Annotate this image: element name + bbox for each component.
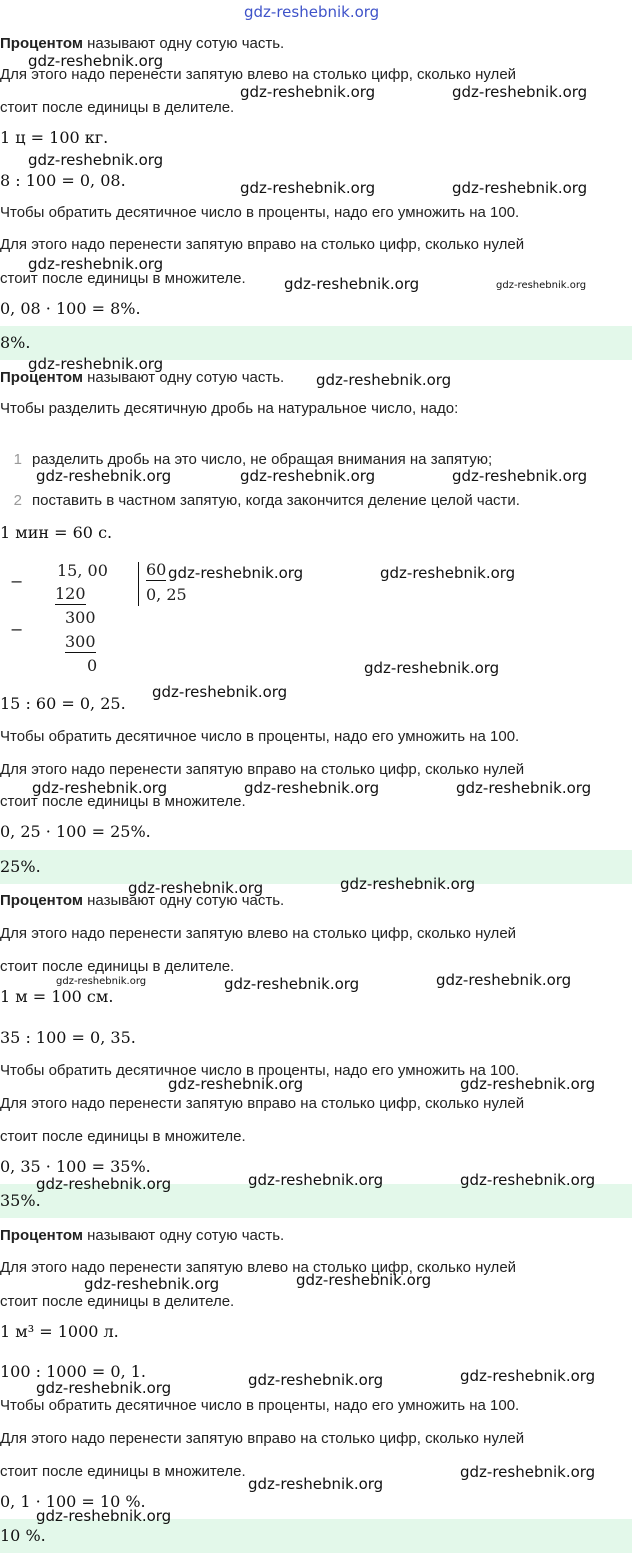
minus-sign: − bbox=[10, 620, 24, 639]
watermark: gdz-reshebnik.org bbox=[32, 779, 168, 797]
watermark: gdz-reshebnik.org bbox=[36, 1175, 172, 1193]
watermark: gdz-reshebnik.org bbox=[248, 1171, 384, 1189]
answer: 25%. bbox=[0, 857, 41, 876]
formula: 0, 1 · 100 = 10 %. bbox=[0, 1492, 146, 1511]
watermark: gdz-reshebnik.org bbox=[436, 971, 572, 989]
answer: 8%. bbox=[0, 333, 31, 352]
text-line: Чтобы обратить десятичное число в проценты, надо его умножить на 100. bbox=[0, 204, 520, 221]
watermark: gdz-reshebnik.org bbox=[460, 1075, 596, 1093]
watermark: gdz-reshebnik.org bbox=[248, 1475, 384, 1493]
formula: 0, 08 · 100 = 8%. bbox=[0, 299, 141, 318]
subtrahend: 300 bbox=[65, 632, 96, 651]
watermark: gdz-reshebnik.org bbox=[168, 564, 304, 582]
text-line: Для этого надо перенести запятую вправо на столько цифр, сколько нулей bbox=[0, 1430, 525, 1447]
text-line: Для этого надо перенести запятую вправо на столько цифр, сколько нулей bbox=[0, 1095, 525, 1112]
watermark: gdz-reshebnik.org bbox=[36, 467, 172, 485]
watermark: gdz-reshebnik.org bbox=[36, 1507, 172, 1525]
watermark: gdz-reshebnik.org bbox=[128, 879, 264, 897]
watermark: gdz-reshebnik.org bbox=[36, 1379, 172, 1397]
watermark: gdz-reshebnik.org bbox=[296, 1271, 432, 1289]
watermark: gdz-reshebnik.org bbox=[28, 355, 164, 373]
watermark: gdz-reshebnik.org bbox=[224, 975, 360, 993]
unit-conversion: 1 ц = 100 кг. bbox=[0, 128, 109, 147]
watermark: gdz-reshebnik.org bbox=[452, 467, 588, 485]
list-item: 1 разделить дробь на это число, не обращая внимания на запятую; bbox=[13, 451, 493, 468]
unit-conversion: 1 м³ = 1000 л. bbox=[0, 1322, 119, 1341]
watermark: gdz-reshebnik.org bbox=[152, 683, 288, 701]
text-line: стоит после единицы в делителе. bbox=[0, 99, 235, 116]
divisor: 60 bbox=[146, 560, 167, 579]
text-line: стоит после единицы в множителе. bbox=[0, 270, 246, 287]
formula: 100 : 1000 = 0, 1. bbox=[0, 1362, 147, 1381]
text-line: Чтобы обратить десятичное число в проценты, надо его умножить на 100. bbox=[0, 728, 520, 745]
watermark: gdz-reshebnik.org bbox=[28, 151, 164, 169]
text-line: Чтобы разделить десятичную дробь на натуральное число, надо: bbox=[0, 400, 459, 417]
dividend: 15, 00 bbox=[57, 561, 108, 580]
watermark: gdz-reshebnik.org bbox=[28, 52, 164, 70]
text-line: стоит после единицы в делителе. bbox=[0, 1293, 235, 1310]
list-item: 2 поставить в частном запятую, когда закончится деление целой части. bbox=[13, 492, 520, 509]
watermark: gdz-reshebnik.org bbox=[240, 467, 376, 485]
watermark: gdz-reshebnik.org bbox=[28, 255, 164, 273]
watermark: gdz-reshebnik.org bbox=[452, 83, 588, 101]
division-bar bbox=[138, 562, 139, 606]
text-line: Для этого надо перенести запятую влево на столько цифр, сколько нулей bbox=[0, 1259, 517, 1276]
text-line: стоит после единицы в делителе. bbox=[0, 958, 235, 975]
formula: 8 : 100 = 0, 08. bbox=[0, 171, 126, 190]
watermark: gdz-reshebnik.org bbox=[340, 875, 476, 893]
text-line: Чтобы обратить десятичное число в проценты, надо его умножить на 100. bbox=[0, 1062, 520, 1079]
watermark: gdz-reshebnik.org bbox=[460, 1367, 596, 1385]
answer-band bbox=[0, 850, 632, 884]
watermark: gdz-reshebnik.org bbox=[240, 83, 376, 101]
percent-definition: Процентом называют одну сотую часть. bbox=[0, 892, 285, 909]
watermark: gdz-reshebnik.org bbox=[248, 1371, 384, 1389]
answer: 10 %. bbox=[0, 1526, 46, 1545]
remainder: 300 bbox=[65, 608, 96, 627]
remainder: 0 bbox=[87, 656, 98, 675]
watermark: gdz-reshebnik.org bbox=[284, 275, 420, 293]
watermark: gdz-reshebnik.org bbox=[56, 976, 147, 987]
watermark: gdz-reshebnik.org bbox=[168, 1075, 304, 1093]
watermark: gdz-reshebnik.org bbox=[244, 779, 380, 797]
watermark: gdz-reshebnik.org bbox=[316, 371, 452, 389]
percent-definition: Процентом называют одну сотую часть. bbox=[0, 1227, 285, 1244]
text-line: Для этого надо перенести запятую влево на столько цифр, сколько нулей bbox=[0, 66, 517, 83]
text-line: стоит после единицы в множителе. bbox=[0, 1128, 246, 1145]
formula: 35 : 100 = 0, 35. bbox=[0, 1028, 136, 1047]
text-line: стоит после единицы в множителе. bbox=[0, 793, 246, 810]
watermark: gdz-reshebnik.org bbox=[496, 280, 587, 291]
watermark: gdz-reshebnik.org bbox=[456, 779, 592, 797]
formula: 0, 25 · 100 = 25%. bbox=[0, 822, 151, 841]
watermark: gdz-reshebnik.org bbox=[84, 1275, 220, 1293]
watermark-top: gdz-reshebnik.org bbox=[244, 3, 380, 21]
text-line: Для этого надо перенести запятую вправо на столько цифр, сколько нулей bbox=[0, 236, 525, 253]
text-line: Для этого надо перенести запятую вправо на столько цифр, сколько нулей bbox=[0, 761, 525, 778]
text-line: стоит после единицы в множителе. bbox=[0, 1463, 246, 1480]
watermark: gdz-reshebnik.org bbox=[380, 564, 516, 582]
percent-definition: Процентом называют одну сотую часть. bbox=[0, 369, 285, 386]
text-line: Чтобы обратить десятичное число в проценты, надо его умножить на 100. bbox=[0, 1397, 520, 1414]
formula: 15 : 60 = 0, 25. bbox=[0, 694, 126, 713]
minus-sign: − bbox=[10, 572, 24, 591]
watermark: gdz-reshebnik.org bbox=[452, 179, 588, 197]
answer: 35%. bbox=[0, 1191, 41, 1210]
text-line: Для этого надо перенести запятую влево на столько цифр, сколько нулей bbox=[0, 925, 517, 942]
quotient: 0, 25 bbox=[146, 585, 187, 604]
watermark: gdz-reshebnik.org bbox=[364, 659, 500, 677]
formula: 0, 35 · 100 = 35%. bbox=[0, 1157, 151, 1176]
percent-definition: Процентом называют одну сотую часть. bbox=[0, 35, 285, 52]
unit-conversion: 1 мин = 60 с. bbox=[0, 523, 113, 542]
watermark: gdz-reshebnik.org bbox=[460, 1171, 596, 1189]
subtrahend: 120 bbox=[55, 584, 86, 603]
unit-conversion: 1 м = 100 см. bbox=[0, 987, 114, 1006]
watermark: gdz-reshebnik.org bbox=[240, 179, 376, 197]
watermark: gdz-reshebnik.org bbox=[460, 1463, 596, 1481]
